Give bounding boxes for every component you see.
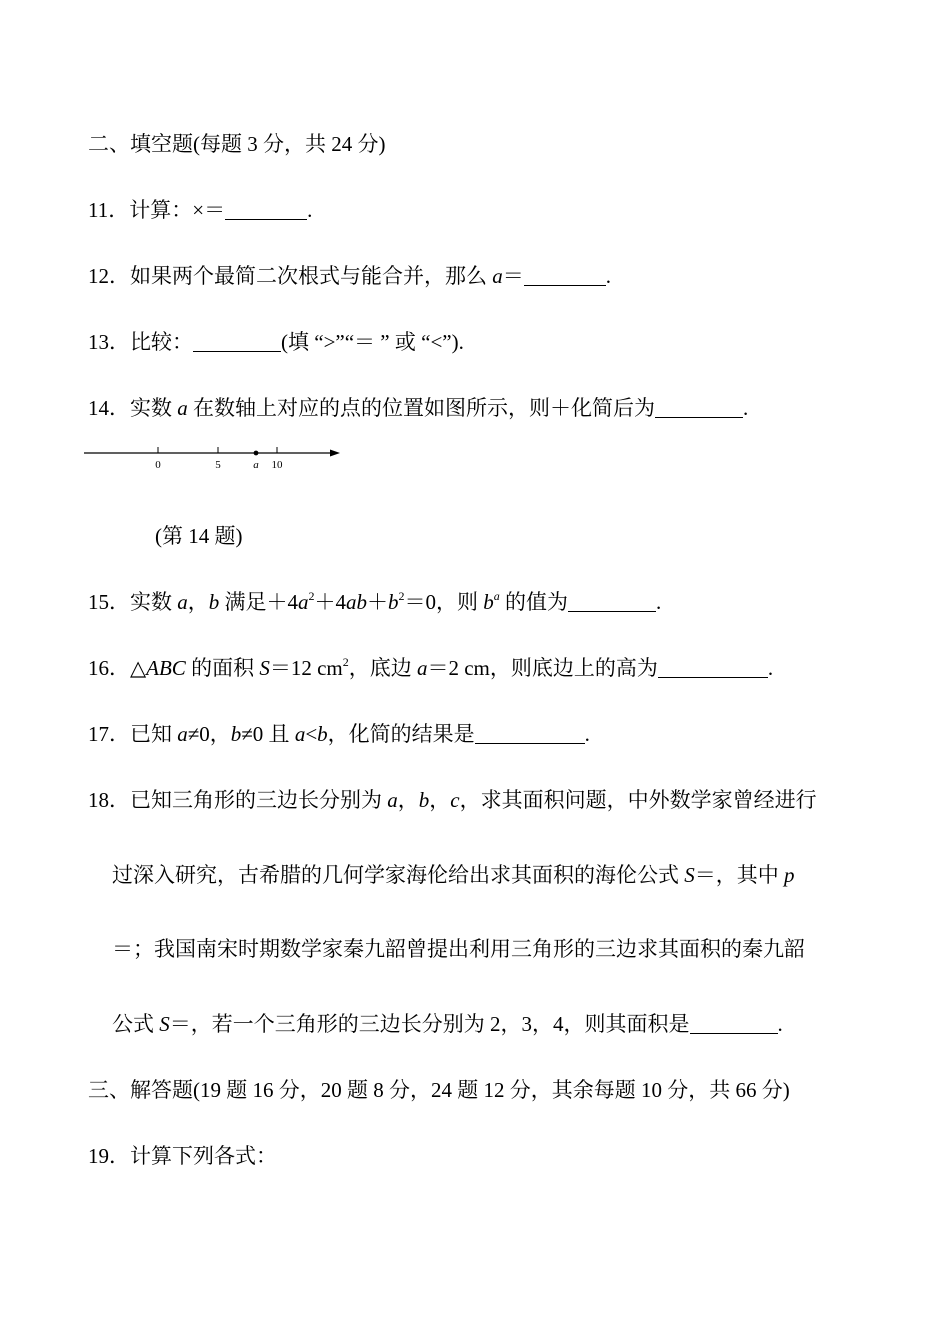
- question-text: 实数: [130, 396, 178, 420]
- section-header-answer: 三、解答题(19 题 16 分，20 题 8 分，24 题 12 分，其余每题 10 分，共 66 分): [88, 1078, 790, 1102]
- question-18-line-2: [112, 861, 795, 889]
- answer-blank[interactable]: [524, 265, 606, 286]
- question-number: 16．: [88, 656, 130, 680]
- period: .: [656, 590, 662, 614]
- period: .: [743, 396, 749, 420]
- period: .: [767, 656, 774, 680]
- question-18-line-1: [88, 786, 817, 814]
- question-number: 18．: [88, 788, 130, 812]
- variable: p: [784, 863, 795, 887]
- figure-caption: (第 14 题): [155, 524, 243, 548]
- variable: ab: [346, 590, 367, 614]
- question-19: [88, 1142, 277, 1170]
- label-5: 5: [215, 459, 221, 471]
- variable: S: [159, 1012, 170, 1036]
- text: ，求其面积问题，中外数学家曾经进行: [459, 788, 817, 812]
- text: △: [130, 656, 147, 680]
- question-18-line-4: [112, 1010, 783, 1038]
- variable: ABC: [146, 656, 186, 680]
- question-17: [88, 720, 590, 748]
- text: 公式: [112, 1012, 160, 1036]
- variable: c: [450, 788, 460, 812]
- text: 已知三角形的三边长分别为: [130, 788, 388, 812]
- question-12: [88, 262, 611, 290]
- text: ≠0 且: [241, 722, 295, 746]
- variable: b: [208, 590, 220, 614]
- exponent: 2: [308, 589, 315, 603]
- question-number: 14．: [88, 396, 130, 420]
- text: ＋4: [314, 590, 346, 614]
- equals: ＝: [502, 264, 524, 288]
- variable: a: [294, 722, 306, 746]
- answer-blank[interactable]: [475, 723, 585, 744]
- question-text: 如果两个最简二次根式与能合并，那么: [130, 264, 493, 288]
- question-text: 计算下列各式：: [130, 1144, 277, 1168]
- variable: a: [177, 396, 188, 420]
- variable: b: [230, 722, 242, 746]
- variable: a: [177, 722, 188, 746]
- variable: b: [483, 590, 494, 614]
- text: 的值为: [499, 590, 568, 614]
- question-13: [88, 328, 464, 356]
- variable: a: [416, 656, 428, 680]
- text: 满足＋4: [219, 590, 298, 614]
- variable: b: [317, 722, 328, 746]
- text: ，: [187, 590, 209, 614]
- variable: b: [388, 590, 399, 614]
- number-line-figure: [84, 440, 354, 480]
- text: ＝，其中: [694, 863, 784, 887]
- variable: S: [259, 656, 270, 680]
- variable: S: [684, 863, 695, 887]
- exponent: 2: [342, 655, 349, 669]
- text: ，底边: [348, 656, 417, 680]
- exponent: 2: [398, 589, 405, 603]
- text: ＝0，则: [404, 590, 484, 614]
- answer-blank[interactable]: [655, 397, 743, 418]
- period: .: [777, 1012, 783, 1036]
- variable: a: [387, 788, 398, 812]
- variable: a: [492, 264, 503, 288]
- question-text: 在数轴上对应的点的位置如图所示，则＋化简后为: [187, 396, 655, 420]
- question-18-line-3: ＝；我国南宋时期数学家秦九韶曾提出利用三角形的三边求其面积的秦九韶: [112, 937, 805, 961]
- text: 过深入研究，古希腊的几何学家海伦给出求其面积的海伦公式: [112, 863, 685, 887]
- answer-blank[interactable]: [225, 199, 307, 220]
- question-16: [88, 654, 773, 682]
- text: ，: [397, 788, 419, 812]
- question-15: [88, 588, 661, 616]
- variable: b: [418, 788, 430, 812]
- text: ＝2 cm，则底边上的高为: [427, 656, 658, 680]
- label-10: 10: [271, 459, 283, 471]
- exponent: a: [493, 589, 500, 603]
- answer-blank[interactable]: [568, 591, 656, 612]
- label-a: a: [253, 459, 259, 471]
- text: 的面积: [185, 656, 260, 680]
- question-text: 计算：×＝: [129, 198, 226, 222]
- question-number: 12．: [88, 264, 130, 288]
- text: ≠0，: [187, 722, 231, 746]
- text: ＋: [367, 590, 388, 614]
- question-text: 比较：: [130, 330, 193, 354]
- variable: a: [298, 590, 309, 614]
- question-14: [88, 394, 748, 422]
- answer-blank[interactable]: [193, 331, 281, 352]
- answer-blank[interactable]: [658, 657, 768, 678]
- text: ＝12 cm: [269, 656, 343, 680]
- text: ，: [429, 788, 451, 812]
- text: ＝，若一个三角形的三边长分别为 2，3，4，则其面积是: [169, 1012, 690, 1036]
- variable: a: [177, 590, 188, 614]
- question-11: [88, 196, 312, 224]
- question-number: 15．: [88, 590, 130, 614]
- text: 已知: [130, 722, 178, 746]
- question-number: 13．: [88, 330, 130, 354]
- period: .: [584, 722, 590, 746]
- question-text-after: (填 “>”“＝ ” 或 “<”).: [281, 330, 464, 354]
- text: ，化简的结果是: [327, 722, 475, 746]
- text: <: [305, 722, 318, 746]
- point-a: [254, 451, 259, 456]
- label-0: 0: [155, 459, 161, 471]
- section-header-fill-blank: 二、填空题(每题 3 分，共 24 分): [88, 132, 386, 156]
- question-number: 17．: [88, 722, 130, 746]
- arrow-icon: [330, 450, 340, 457]
- answer-blank[interactable]: [690, 1013, 778, 1034]
- question-number: 19．: [88, 1144, 130, 1168]
- period: .: [605, 264, 611, 288]
- question-number: 11．: [88, 198, 130, 222]
- text: 实数: [130, 590, 178, 614]
- period: .: [307, 198, 313, 222]
